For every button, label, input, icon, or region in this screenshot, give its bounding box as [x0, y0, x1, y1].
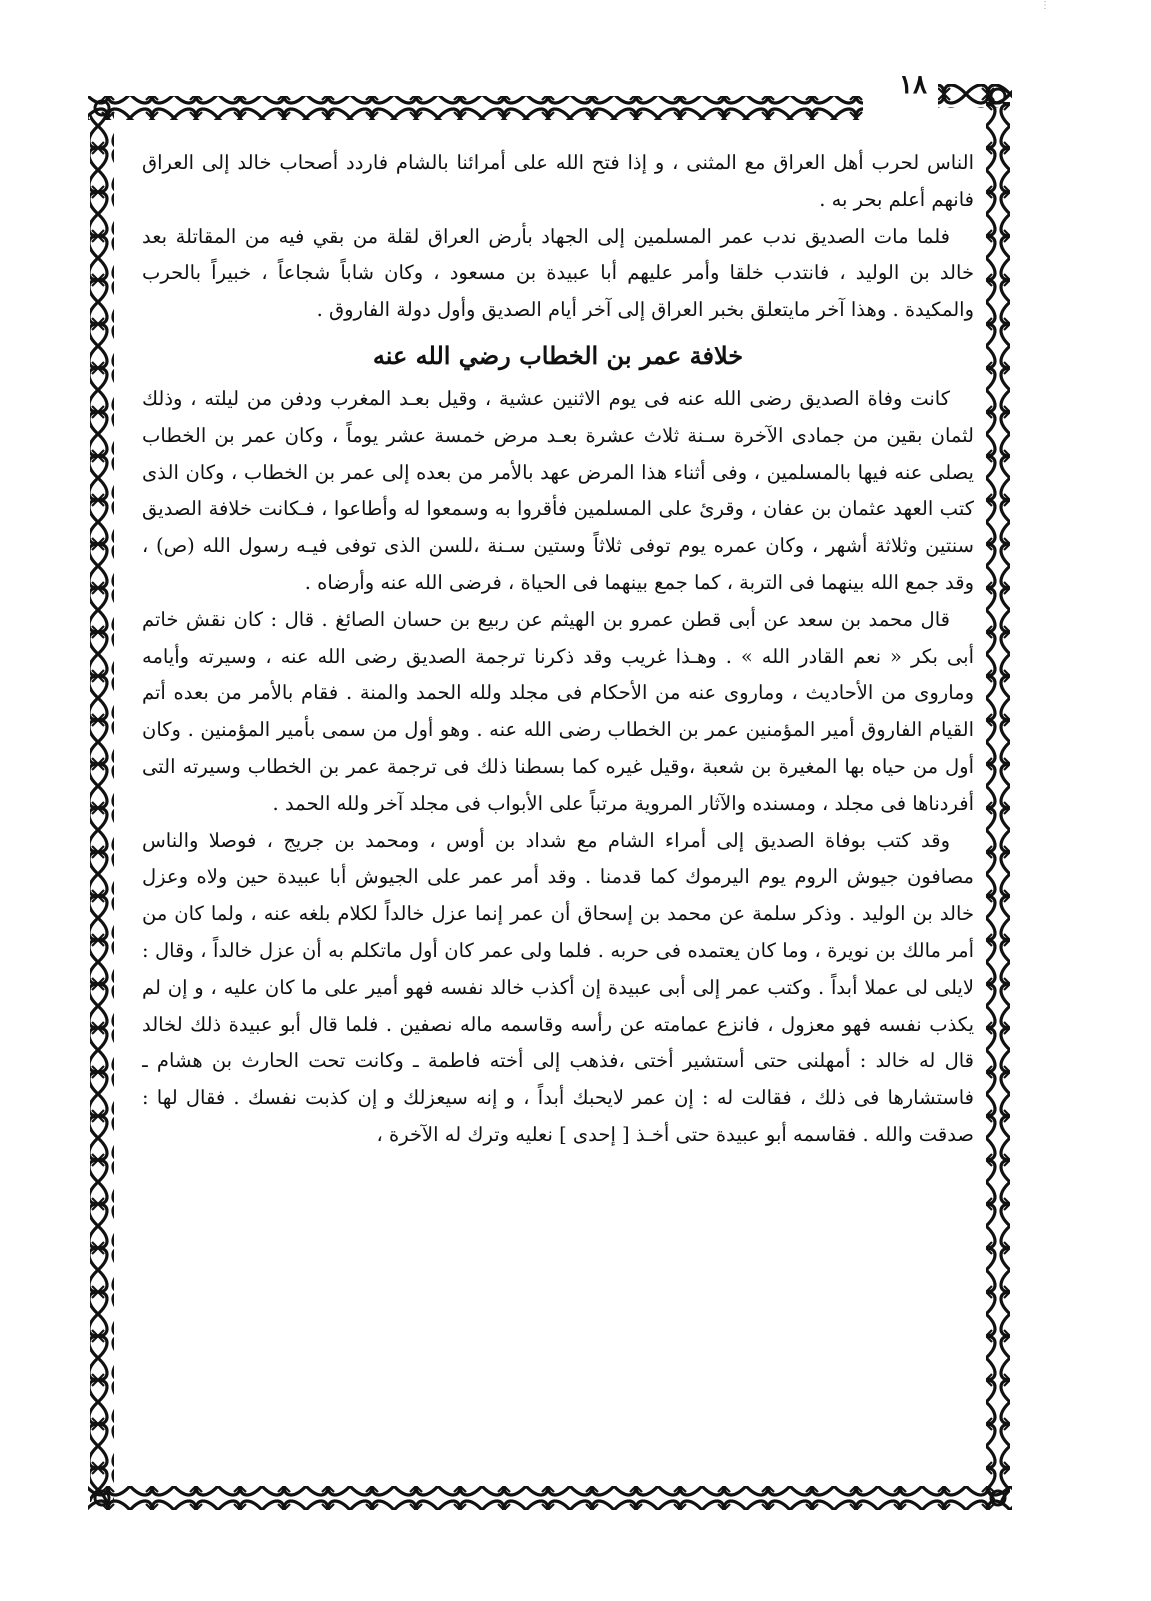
paragraph-5: وقد كتب بوفاة الصديق إلى أمراء الشام مع شداد بن أوس ، ومحمد بن جريج ، فوصلا والناس مصافون جيوش الروم يوم اليرموك كما قدمنا . وقد أمر عمر على الجيوش أبا عبيدة حين ولاه وعزل خالد بن الوليد . وذكر سلمة عن محمد بن إسحاق أن عمر إنما عزل خالداً لكلام بلغه عنه ، ولما كان من أمر مالك بن نويرة ، وما كان يعتمده فى حربه . فلما ولى عمر كان أول ماتكلم به أن عزل خالداً ، وقال : لايلى لى عملا أبداً . وكتب عمر إلى أبى عبيدة إن أكذب خالد نفسه فهو أمير على ما كان عليه ، و إن لم يكذب نفسه فهو معزول ، فانزع عمامته عن رأسه وقاسمه ماله نصفين . فلما قال أبو عبيدة ذلك لخالد قال له خالد : أمهلنى حتى أستشير أختى ،فذهب إلى أخته فاطمة ـ وكانت تحت الحارث بن هشام ـ فاستشارها فى ذلك ، فقالت له : إن عمر لايحبك أبداً ، و إنه سيعزلك و إن كذبت نفسك . فقال لها : صدقت والله . فقاسمه أبو عبيدة حتى أخـذ [ إحدى ] نعليه وترك له الآخرة ، [142, 828, 974, 1146]
margin-mark: ⋮ [1040, 0, 1050, 11]
section-heading: خلافة عمر بن الخطاب رضي الله عنه [372, 340, 744, 370]
paragraph-3: كانت وفاة الصديق رضى الله عنه فى يوم الاثنين عشية ، وقيل بعـد المغرب ودفن من ليلته ، وذلك لثمان بقين من جمادى الآخرة سـنة ثلاث عشرة بعـد مرض خمسة عشر يوماً ، وكان عمر بن الخطاب يصلى عنه فيها بالمسلمين ، وفى أثناء هذا المرض عهد بالأمر من بعده إلى عمر بن الخطاب ، وكان الذى كتب العهد عثمان بن عفان ، وقرئ على المسلمين فأقروا به وسمعوا له وأطاعوا ، فـكانت خلافة الصديق سنتين وثلاثة أشهر ، وكان عمره يوم توفى ثلاثاً وستين سـنة ،للسن الذى توفى فيـه رسول الله (ص) ، وقد جمع الله بينهما فى التربة ، كما جمع بينهما فى الحياة ، فرضى الله عنه وأرضاه . [142, 386, 974, 594]
main-text [142, 145, 974, 1505]
paragraph-2: فلما مات الصديق ندب عمر المسلمين إلى الجهاد بأرض العراق لقلة من بقي فيه من المقاتلة بعد خالد بن الوليد ، فانتدب خلقا وأمر عليهم أبا عبيدة بن مسعود ، وكان شاباً شجاعاً ، خبيراً بالحرب والمكيدة . وهذا آخر مايتعلق بخبر العراق إلى آخر أيام الصديق وأول دولة الفاروق . [142, 224, 974, 322]
paragraph-4: قال محمد بن سعد عن أبى قطن عمرو بن الهيثم عن ربيع بن حسان الصائغ . قال : كان نقش خاتم أبى بكر « نعم القادر الله » . وهـذا غريب وقد ذكرنا ترجمة الصديق رضى الله عنه ، وسيرته وأيامه وماروى من الأحاديث ، وماروى عنه من الأحكام فى مجلد ولله الحمد والمنة . فقام بالأمر من بعده أتم القيام الفاروق أمير المؤمنين عمر بن الخطاب رضى الله عنه . وهو أول من سمى بأمير المؤمنين . وكان أول من حياه بها المغيرة بن شعبة ،وقيل غيره كما بسطنا ذلك فى ترجمة عمر بن الخطاب وسيرته التى أفردناها فى مجلد ، ومسنده والآثار المروية مرتباً على الأبواب فى مجلد آخر ولله الحمد . [142, 607, 974, 815]
page-number: ١٨ [899, 70, 927, 100]
paragraph-1: الناس لحرب أهل العراق مع المثنى ، و إذا فتح الله على أمرائنا بالشام فاردد أصحاب خالد إلى العراق فانهم أعلم بحر به . [142, 151, 974, 211]
